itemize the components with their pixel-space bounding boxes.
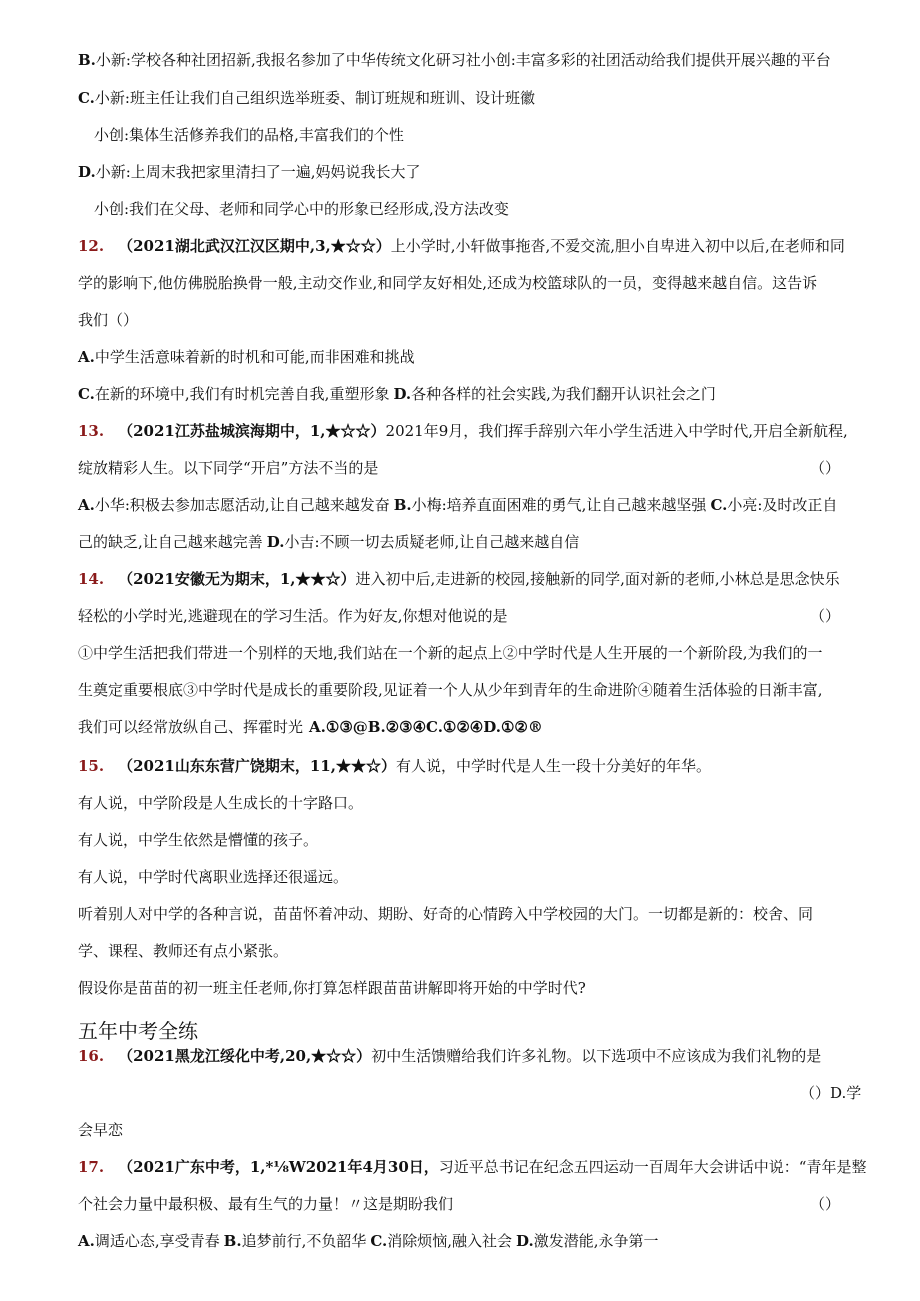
section-title: 五年中考全练 — [78, 1019, 198, 1043]
q15-line4: 有人说，中学时代离职业选择还很遥远。 — [78, 868, 349, 886]
q15-line6: 学、课程、教师还有点小紧张。 — [78, 942, 289, 960]
question-text: 进入初中后,走进新的校园,接触新的同学,面对新的老师,小林总是思念快乐 — [355, 570, 840, 588]
q15-stem-line1 — [78, 756, 711, 776]
q17-stem-line2: 个社会力量中最积极、最有生气的力量！〃这是期盼我们 — [78, 1195, 454, 1213]
q12-stem-line3: 我们（） — [78, 311, 139, 329]
option-label: D. — [516, 1232, 534, 1250]
q14-stem-line1 — [78, 569, 840, 589]
option-text: 小吉:不顾一切去质疑老师,让自己越来越自信 — [284, 533, 580, 551]
q12-options-cd — [78, 384, 716, 404]
option-label: B. — [223, 1232, 242, 1250]
q16-stem-line1 — [78, 1046, 821, 1066]
option-text: 小亮:及时改正自 — [727, 496, 838, 514]
q11-option-c-reply: 小创:集体生活修养我们的品格,丰富我们的个性 — [94, 126, 404, 144]
q11-option-b — [78, 50, 831, 70]
question-source: （2021安徽无为期末，1,★★☆） — [118, 570, 356, 588]
q15-line2: 有人说，中学阶段是人生成长的十字路口。 — [78, 794, 364, 812]
q13-answer-paren: （） — [810, 459, 841, 477]
option-label: C. — [710, 496, 728, 514]
option-label: C. — [78, 385, 95, 403]
q11-option-d-reply: 小创:我们在父母、老师和同学心中的形象已经形成,没方法改变 — [94, 200, 509, 218]
option-text: 小华:积极去参加志愿活动,让自己越来越发奋 — [94, 496, 390, 514]
option-text: 消除烦恼,融入社会 — [387, 1232, 513, 1250]
option-text: 调适心态,享受青春 — [94, 1232, 220, 1250]
option-label: D. — [393, 385, 412, 403]
option-text: 己的缺乏,让自己越来越完善 — [78, 533, 263, 551]
question-number: 16. — [78, 1047, 105, 1065]
q17-stem-line1 — [78, 1157, 866, 1177]
q16-answer-paren: （）D.学 — [800, 1084, 862, 1102]
question-number: 13. — [78, 422, 105, 440]
option-text: 各种各样的社会实践,为我们翻开认识社会之门 — [411, 385, 716, 403]
option-label: B. — [393, 496, 412, 514]
question-text: 2021年9月，我们挥手辞别六年小学生活进入中学时代,开启全新航程, — [385, 422, 848, 440]
option-text: 追梦前行,不负韶华 — [241, 1232, 367, 1250]
question-number: 12. — [78, 237, 105, 255]
option-text: 中学生活意味着新的时机和可能,而非困难和挑战 — [94, 348, 415, 366]
q14-stem-line2: 轻松的小学时光,逃避现在的学习生活。作为好友,你想对他说的是 — [78, 607, 508, 625]
question-text: 上小学时,小轩做事拖沓,不爱交流,胆小自卑进入初中以后,在老师和同 — [390, 237, 845, 255]
q13-options-cd — [78, 532, 579, 552]
item-text: 我们可以经常放纵自己、挥霍时光 — [78, 718, 304, 736]
q15-line7: 假设你是苗苗的初一班主任老师,你打算怎样跟苗苗讲解即将开始的中学时代? — [78, 979, 586, 997]
question-number: 17. — [78, 1158, 105, 1176]
question-source: （2021江苏盐城滨海期中，1,★☆☆） — [118, 422, 386, 440]
option-label: A. — [78, 348, 95, 366]
q13-stem-line2: 绽放精彩人生。以下同学“开启”方法不当的是 — [78, 459, 379, 477]
question-source: （2021山东东营广饶期末，11,★★☆） — [118, 757, 396, 775]
q15-line3: 有人说，中学生依然是懵懂的孩子。 — [78, 831, 319, 849]
q16-line2: 会早恋 — [78, 1121, 124, 1139]
option-label: D. — [78, 163, 96, 181]
option-text: 小新:班主任让我们自己组织选举班委、制订班规和班训、设计班徽 — [94, 89, 535, 107]
question-source: （2021黑龙江绥化中考,20,★☆☆） — [118, 1047, 372, 1065]
question-source: （2021广东中考，1,*⅛W2021年4月30日， — [118, 1158, 439, 1176]
q11-option-c — [78, 88, 535, 108]
q14-answer-paren: （） — [810, 607, 841, 625]
option-choices: A.①③@B.②③④C.①②④D.①②® — [309, 718, 543, 736]
option-text: 小新:学校各种社团招新,我报名参加了中华传统文化研习社小创:丰富多彩的社团活动给我们提供开展兴趣的平台 — [95, 51, 831, 69]
option-label: D. — [266, 533, 285, 551]
option-label: A. — [78, 1232, 95, 1250]
q12-option-a — [78, 347, 415, 367]
option-label: C. — [78, 89, 95, 107]
question-number: 15. — [78, 757, 105, 775]
option-label: A. — [78, 496, 95, 514]
option-label: C. — [370, 1232, 388, 1250]
question-source: （2021湖北武汉江汉区期中,3,★☆☆） — [118, 237, 391, 255]
question-text: 有人说，中学时代是人生一段十分美好的年华。 — [395, 757, 711, 775]
q17-answer-paren: （） — [810, 1195, 841, 1213]
q13-stem-line1 — [78, 421, 848, 441]
option-text: 激发潜能,永争第一 — [533, 1232, 659, 1250]
option-text: 小新:上周末我把家里清扫了一遍,妈妈说我长大了 — [95, 163, 421, 181]
q14-items-line2: 生奠定重要根底③中学时代是成长的重要阶段,见证着一个人从少年到青年的生命进阶④随着生活体验的日渐丰富, — [78, 681, 823, 699]
option-label: B. — [78, 51, 96, 69]
q17-options — [78, 1231, 659, 1251]
q12-stem-line1 — [78, 236, 845, 256]
q14-items-line1: ①中学生活把我们带进一个别样的天地,我们站在一个新的起点上②中学时代是人生开展的一个新阶段,为我们的一 — [78, 644, 823, 662]
q12-stem-line2: 学的影响下,他仿佛脱胎换骨一般,主动交作业,和同学友好相处,还成为校篮球队的一员，变得越来越自信。这告诉 — [78, 274, 818, 292]
option-text: 小梅:培养直面困难的勇气,让自己越来越坚强 — [411, 496, 707, 514]
q15-line5: 听着别人对中学的各种言说，苗苗怀着冲动、期盼、好奇的心情跨入中学校园的大门。一切都是新的：校舍、同 — [78, 905, 814, 923]
q14-items-line3 — [78, 717, 543, 737]
question-text: 初中生活馈赠给我们许多礼物。以下选项中不应该成为我们礼物的是 — [371, 1047, 822, 1065]
question-text: 习近平总书记在纪念五四运动一百周年大会讲话中说：“青年是整 — [438, 1158, 867, 1176]
question-number: 14. — [78, 570, 105, 588]
option-text: 在新的环境中,我们有时机完善自我,重塑形象 — [94, 385, 390, 403]
q11-option-d — [78, 162, 421, 182]
q13-options-abc — [78, 495, 837, 515]
